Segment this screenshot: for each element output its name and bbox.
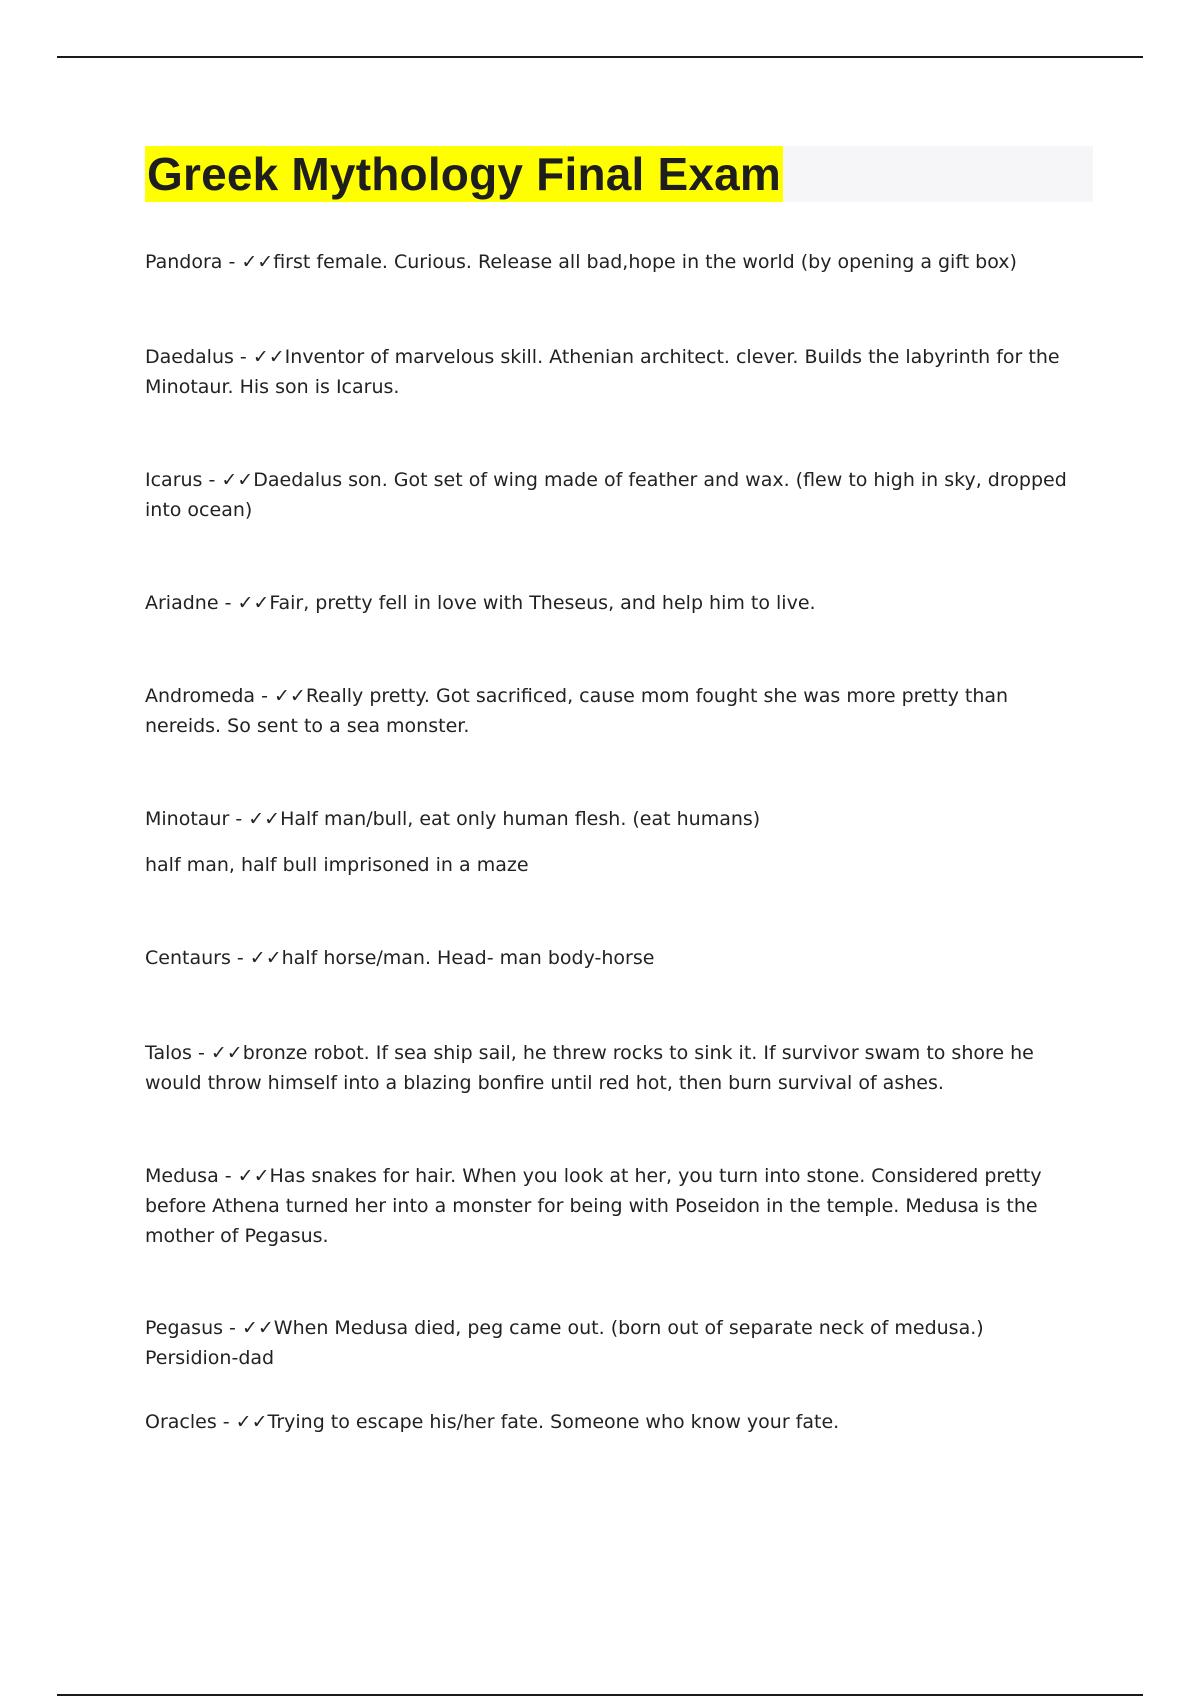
entry-separator: - — [230, 947, 250, 969]
entry-term: Minotaur — [145, 808, 230, 830]
entry-term: Oracles — [145, 1411, 217, 1433]
entry-separator: - — [222, 251, 242, 273]
entry-separator: - — [223, 1317, 242, 1339]
entry-text — [145, 1038, 1075, 1098]
entry-oracles — [145, 1407, 1075, 1437]
entry-text — [145, 1313, 1075, 1373]
entry-term: Medusa — [145, 1165, 219, 1187]
check-mark-icon: ✓✓ — [249, 947, 282, 969]
entry-definition: half horse/man. Head- man body-horse — [281, 947, 655, 969]
check-mark-icon: ✓✓ — [235, 1411, 268, 1433]
header-rule — [57, 56, 1143, 58]
check-mark-icon: ✓✓ — [241, 251, 274, 273]
entry-term: Ariadne — [145, 592, 219, 614]
entry-definition: bronze robot. If sea ship sail, he threw rocks to sink it. If survivor swam to shore he would throw himself into a blazing bonfire until red hot, then burn survival of ashes. — [145, 1042, 1034, 1094]
entry-separator: - — [233, 346, 253, 368]
entry-term: Pegasus — [145, 1317, 224, 1339]
entry-text — [145, 1407, 1075, 1437]
check-mark-icon: ✓✓ — [241, 1317, 274, 1339]
entry-talos — [145, 1038, 1075, 1098]
entry-medusa — [145, 1161, 1075, 1251]
entry-text — [145, 681, 1075, 741]
entry-andromeda — [145, 681, 1075, 741]
footer-rule — [57, 1694, 1143, 1696]
entry-text — [145, 943, 1075, 973]
entry-centaurs — [145, 943, 1075, 973]
entry-separator: - — [229, 808, 249, 830]
entry-text — [145, 1161, 1075, 1251]
entry-daedalus — [145, 342, 1075, 402]
entry-definition: Daedalus son. Got set of wing made of feather and wax. (flew to high in sky, dropped into ocean) — [145, 469, 1067, 521]
check-mark-icon: ✓✓ — [273, 685, 306, 707]
entry-text — [145, 247, 1075, 277]
entry-text — [145, 804, 1075, 834]
entry-separator: - — [218, 1165, 238, 1187]
entry-separator: - — [216, 1411, 236, 1433]
entry-icarus — [145, 465, 1075, 525]
entry-separator: - — [218, 592, 238, 614]
entry-definition: When Medusa died, peg came out. (born out of separate neck of medusa.) Persidion-dad — [145, 1317, 984, 1369]
entry-extra-note: half man, half bull imprisoned in a maze — [145, 854, 529, 876]
entry-term: Pandora — [145, 251, 223, 273]
entry-definition: Really pretty. Got sacrificed, cause mom fought she was more pretty than nereids. So sent to a sea monster. — [145, 685, 1009, 737]
check-mark-icon: ✓✓ — [252, 346, 285, 368]
entry-definition: Inventor of marvelous skill. Athenian architect. clever. Builds the labyrinth for the Minotaur. His son is Icarus. — [145, 346, 1060, 398]
entry-definition: Trying to escape his/her fate. Someone who know your fate. — [267, 1411, 840, 1433]
entry-term: Centaurs — [145, 947, 231, 969]
entry-pandora — [145, 247, 1075, 277]
entry-text — [145, 465, 1075, 525]
entry-term: Icarus — [145, 469, 203, 491]
entry-definition: Has snakes for hair. When you look at her, you turn into stone. Considered pretty before Athena turned her into a monster for being with Poseidon in the temple. Medusa is the mother of Pegasus. — [145, 1165, 1042, 1247]
check-mark-icon: ✓✓ — [237, 592, 270, 614]
entry-term: Talos — [145, 1042, 192, 1064]
entry-separator: - — [202, 469, 222, 491]
check-mark-icon: ✓✓ — [221, 469, 254, 491]
entry-text — [145, 342, 1075, 402]
entry-minotaur — [145, 804, 1075, 880]
entry-definition: Fair, pretty fell in love with Theseus, and help him to live. — [269, 592, 816, 614]
entry-definition: Half man/bull, eat only human flesh. (eat humans) — [280, 808, 761, 830]
entry-pegasus — [145, 1313, 1075, 1373]
entry-term: Andromeda — [145, 685, 256, 707]
entry-term: Daedalus — [145, 346, 234, 368]
entry-separator: - — [191, 1042, 211, 1064]
check-mark-icon: ✓✓ — [248, 808, 281, 830]
entry-separator: - — [255, 685, 274, 707]
check-mark-icon: ✓✓ — [210, 1042, 243, 1064]
entry-text — [145, 588, 1075, 618]
check-mark-icon: ✓✓ — [237, 1165, 270, 1187]
entry-definition: first female. Curious. Release all bad,hope in the world (by opening a gift box) — [273, 251, 1017, 273]
entry-ariadne — [145, 588, 1075, 618]
page-title: Greek Mythology Final Exam — [147, 148, 782, 200]
